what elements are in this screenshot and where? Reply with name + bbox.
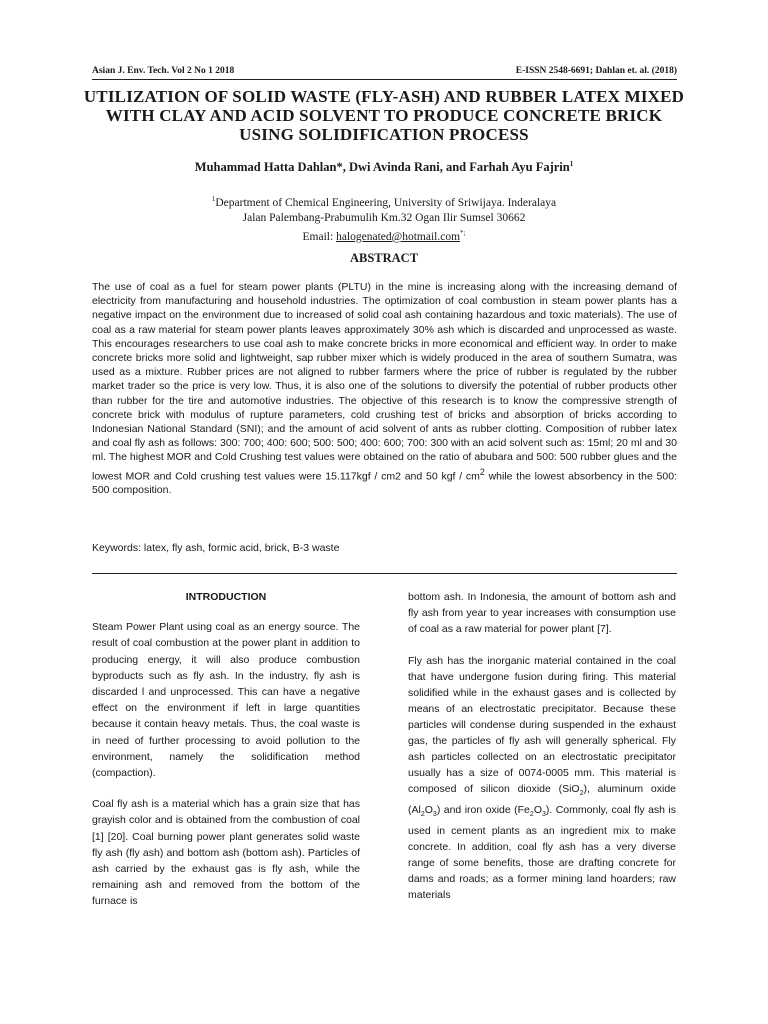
fly-ash-text-d: ) and iron oxide (Fe bbox=[436, 803, 530, 816]
abstract-heading: ABSTRACT bbox=[349, 251, 419, 265]
fly-ash-text-b: ), aluminum oxide (Al bbox=[408, 782, 676, 816]
intro-paragraph-2: Coal fly ash is a material which has a grain size that has grayish color and is obtained from the combustion of coal [1] [20]. Coal burning power plant generates solid waste fly ash (fly ash) and bottom ash (bottom ash). Particles of ash carried by the exhaust gas is fly ash, while the remaining ash and removed from the bottom of the furnace is bbox=[92, 798, 360, 908]
abstract-body bbox=[92, 280, 677, 498]
author-list bbox=[80, 160, 688, 175]
abstract-text: The use of coal as a fuel for steam power plants (PLTU) in the mine is increasing along with the increasing demand of electricity from manufacturing and household industries. The optimization of coal combustion in steam power plants has a negative impact on the environment due to increased of solid coal ash containing hazardous and toxic materials). The use of coal as a raw material for steam power plants leaves approximately 30% ash which is discarded and unprocessed as waste. This encourages researchers to use coal ash to make concrete bricks in more economical and efficient way. In order to make concrete bricks more solid and lightweight, sap rubber mixer which is widely produced in the area of southern Sumatra, was used as a mixture. Rubber prices are not aligned to rubber farmers where the price of rubber is regulated by the rubber market trader so the price is very low. Thus, it is also one of the solutions to diversify the potential of rubber products other than rubber for the tire and automotive industries. The objective of this research is to know the compressive strength of concrete brick with modulus of rupture parameters, cold crushing test of bricks and absorption of bricks according to Indonesian National Standard (SNI); and the amount of acid solvent of ants as rubber clotting. Composition of rubber latex and coal fly ash as follows: 300: 700; 400: 600; 500: 500; 400: 600; 700: 300 with an acid solvent such as: 15ml; 20 ml and 30 ml. The highest MOR and Cold Crushing test values were obtained on the ratio of abubara and 500: 500 rubber glues and the lowest MOR and Cold crushing test values were 15.117kgf / cm2 and 50 kgf / cm bbox=[92, 281, 677, 483]
abstract-text-end: while the lowest absorbency in the 500: 500 composition. bbox=[92, 470, 677, 497]
department-text: Department of Chemical Engineering, University of Sriwijaya. Inderalaya bbox=[215, 196, 557, 209]
fly-ash-text-f: ). Commonly, coal fly ash is used in cement plants as an ingredient mix to make concrete. In addition, coal fly ash has a very diverse range of some benefits, those are drafting concrete for dams and roads; as a former mining land hoarders; raw materials bbox=[408, 803, 677, 901]
author-affiliation-mark: 1 bbox=[569, 160, 574, 168]
introduction-heading: INTRODUCTION bbox=[185, 591, 267, 603]
paper-title: UTILIZATION OF SOLID WASTE (FLY-ASH) AND RUBBER LATEX MIXED WITH CLAY AND ACID SOLVENT TO PRODUCE CONCRETE BRICK USING SOLIDIFICATION PROCESS bbox=[83, 87, 685, 144]
email-label: Email: bbox=[302, 230, 337, 243]
abstract-superscript: 2 bbox=[479, 466, 485, 477]
left-column bbox=[92, 589, 360, 925]
subscript: 2 bbox=[579, 789, 584, 797]
affiliation-block bbox=[80, 192, 688, 245]
affiliation-line-2: Jalan Palembang-Prabumulih Km.32 Ogan Ilir Sumsel 30662 bbox=[242, 211, 526, 224]
author-names: Muhammad Hatta Dahlan*, Dwi Avinda Rani, and Farhah Ayu Fajrin bbox=[194, 160, 570, 175]
email-line bbox=[80, 226, 688, 245]
intro-paragraph-1: Steam Power Plant using coal as an energy source. The result of coal combustion at the power plant in addition to producing energy, it will also produce combustion byproducts such as fly ash. In the industry, fly ash is discarded l and unprocessed. This can have a negative effect on the environment if left in large quantities because it contain heavy metals. Thus, the coal waste is in need of further processing to avoid pollution to the environment, namely the solidification method (compaction). bbox=[92, 621, 360, 780]
running-header bbox=[92, 66, 677, 76]
fly-ash-text-a: Fly ash has the inorganic material contained in the coal that have undergone fusion during firing. This material solidified while in the exhaust gases and is collected by means of an electrostatic precipitator. Because these particles will condense during suspended in the exhaust gas, the particles of fly ash will generally spherical. Fly ash particles collected on an electrostatic precipitator usually has a size of 0074-0005 mm. This material is composed of silicon dioxide (SiO bbox=[408, 654, 676, 795]
fly-ash-text-e: O bbox=[533, 803, 542, 816]
right-paragraph-1: bottom ash. In Indonesia, the amount of bottom ash and fly ash from year to year increases with consumption use of coal as a raw material for power plant [7]. bbox=[408, 591, 676, 636]
right-column bbox=[408, 589, 676, 913]
header-rule bbox=[92, 79, 677, 80]
affiliation-mark: 1 bbox=[211, 195, 216, 203]
subscript: 3 bbox=[432, 810, 437, 818]
fly-ash-text-c: O bbox=[424, 803, 433, 816]
email-suffix: *; bbox=[460, 228, 466, 237]
journal-citation: Asian J. Env. Tech. Vol 2 No 1 2018 bbox=[92, 66, 235, 76]
right-paragraph-2 bbox=[408, 653, 676, 903]
subscript: 3 bbox=[541, 810, 546, 818]
subscript: 2 bbox=[529, 810, 534, 818]
keywords: Keywords: latex, fly ash, formic acid, brick, B-3 waste bbox=[92, 542, 340, 554]
issn-citation: E-ISSN 2548-6691; Dahlan et. al. (2018) bbox=[515, 66, 677, 76]
affiliation-line-1 bbox=[80, 192, 688, 211]
section-rule bbox=[92, 573, 677, 574]
email-link[interactable]: halogenated@hotmail.com bbox=[336, 230, 461, 243]
subscript: 2 bbox=[420, 810, 425, 818]
